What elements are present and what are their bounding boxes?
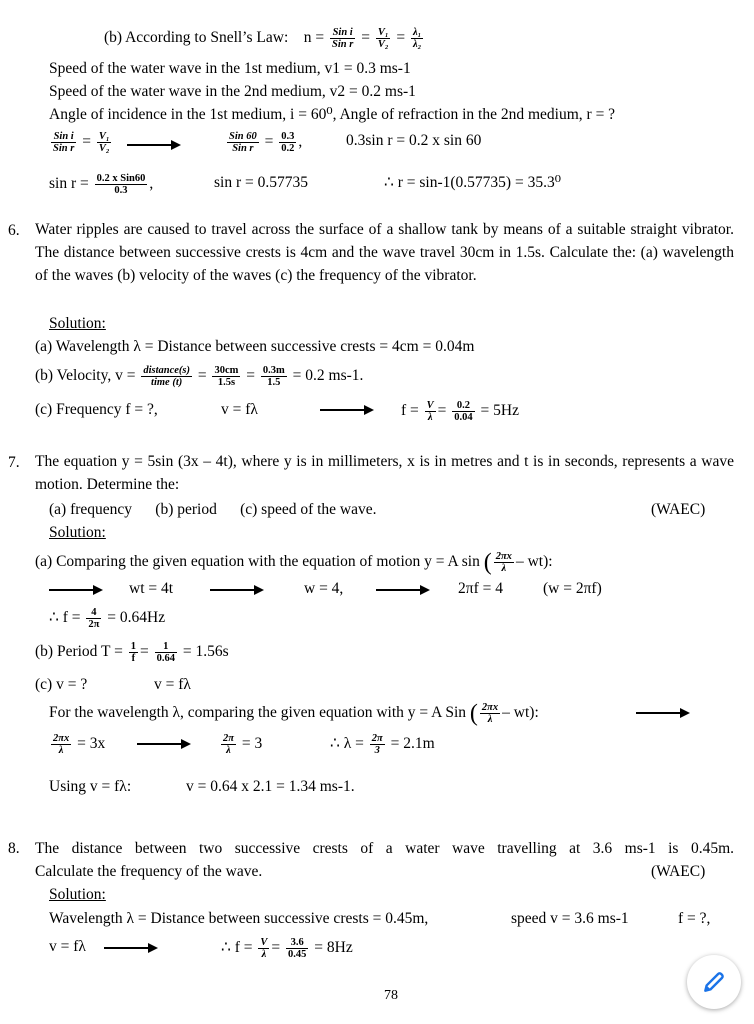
fraction-30cm: $\frac{30cm}{1.5s}$ [214,365,239,388]
q7-using: Using v = fλ: [49,778,132,795]
q8-line2: Calculate the frequency of the wave. [35,863,263,880]
fraction-4-2pi: $\frac{4}{2\pi}$ [88,607,100,630]
fraction-2pix-lambda: $\frac{2\pi x}{\lambda}$ [495,551,512,574]
fraction-1-f: $\frac{1}{f}$ [130,641,136,664]
arrow-icon [320,405,374,415]
q8-freq: ∴ f = $\frac{V}{\lambda}$ = $\frac{3.6}{0.45}$ = 8Hz [221,937,353,960]
q7-eq3x: $\frac{2\pi x}{\lambda}$ = 3x [53,733,106,756]
eq1-line: 0.3sin r = 0.2 x sin 60 [346,132,482,149]
fraction-v-lambda: $\frac{V}{\lambda}$ [426,400,434,423]
arrow-icon [104,943,158,953]
fraction-v1-v2: $\frac{\text{V₁}}{\text{V₂}}$ [377,27,389,50]
fraction-2pi-3: $\frac{2\pi}{3}$ [371,733,383,756]
q7-eq3: $\frac{2\pi}{\lambda}$ = 3 [223,733,263,756]
edit-button[interactable] [687,955,741,1009]
fraction-2pi-lambda: $\frac{2\pi}{\lambda}$ [223,733,234,756]
n-equals: n = [303,29,325,47]
speed-line-1: Speed of the water wave in the 1st medium, v1 = 0.3 ms-1 [49,60,411,77]
q7-v-result: v = 0.64 x 2.1 = 1.34 ms-1. [186,778,355,795]
q7-number: 7. [8,454,20,471]
q8-number: 8. [8,840,20,857]
q8-line1: The distance between two successive crests of a water wave travelling at 3.6 ms-1 is 0.45m. [35,840,734,857]
q8-wavelength: Wavelength λ = Distance between successive crests = 0.45m, [49,910,429,927]
fraction-sini-sinr-2: Sin i Sin r [53,131,75,154]
fraction-36-045: $\frac{3.6}{0.45}$ [288,937,307,960]
sinr-value: sin r = 0.57735 [214,174,308,191]
q7-wdef: (w = 2πf) [543,580,602,597]
q7-text: The equation y = 5sin (3x – 4t), where y is in millimeters, x is in metres and t is in seconds, represents a wave motion. Determine the: [35,453,734,493]
speed-line-2: Speed of the water wave in the 2nd medium, v2 = 0.2 ms-1 [49,83,416,100]
q7-waec: (WAEC) [651,501,706,518]
fraction-distance-time: distance(s) time (t) [143,365,190,388]
r-result: ∴ r = sin-1(0.57735) = 35.3⁰ [384,174,561,191]
q6-c-freq: f = $\frac{V}{\lambda}$ = $\frac{0.2}{0.04}$ = 5Hz [401,400,519,423]
fraction-02-004: $\frac{0.2}{0.04}$ [454,400,473,423]
q6-b: (b) Velocity, v = distance(s) time (t) = $\frac{30cm}{1.5s}$ = $\frac{0.3m}{1.5}$ = 0.2 ms-1. [35,365,364,388]
fraction-sin60-sinr: Sin 60 Sin r [229,131,257,154]
fraction-sinr: 0.2 x Sin60 0.3 [96,173,146,196]
page-number: 78 [384,988,398,1003]
q7-c-vfl: v = fλ [154,676,191,693]
q7-a-line: (a) Comparing the given equation with the equation of motion y = A sin ( $\frac{2\pi x}{\lambda}$ – wt): [35,549,553,576]
q8-vfl: v = fλ [49,938,86,955]
fraction-v-lambda-2: $\frac{V}{\lambda}$ [260,937,268,960]
q6-solution: Solution: [49,315,106,332]
arrow-icon [49,585,103,595]
q7-wl-line: For the wavelength λ, comparing the given equation with y = A Sin ( $\frac{2\pi x}{\lambda}$ – wt): [49,700,539,727]
arrow-icon [137,739,191,749]
q7-solution: Solution: [49,524,106,541]
fraction-l1-l2: $\frac{\text{λ₁}}{\text{λ₂}}$ [412,27,422,50]
arrow-icon [636,708,690,718]
arrow-icon [210,585,264,595]
q7-c-pre: (c) v = ? [35,676,88,693]
snell-heading-line: (b) According to Snell’s Law: n = Sin i Sin r = $\frac{\text{V₁}}{\text{V₂}}$ = $\frac{\text{λ₁}}{\text{λ₂}}$ [104,27,422,50]
q8-waec: (WAEC) [651,863,706,880]
q7-2pif: 2πf = 4 [458,580,503,597]
arrow-icon [127,140,181,150]
fraction-2pix-lambda-3: $\frac{2\pi x}{\lambda}$ [53,733,70,756]
q6-c-vfl: v = fλ [221,401,258,418]
q7-w4: w = 4, [304,580,344,597]
q7-freq: ∴ f = $\frac{4}{2\pi}$ = 0.64Hz [49,607,166,630]
q6-c-pre: (c) Frequency f = ?, [35,401,158,418]
snell-sub-line: Sin 60 Sin r = $\frac{0.3}{0.2}$ , [229,131,303,154]
q8-solution: Solution: [49,886,106,903]
q7-lambda: ∴ λ = $\frac{2\pi}{3}$ = 2.1m [330,733,435,756]
angles-line: Angle of incidence in the 1st medium, i = 60⁰, Angle of refraction in the 2nd medium, r = ? [49,106,616,123]
fraction-v1-v2-2: $\frac{\text{V₁}}{\text{V₂}}$ [98,131,110,154]
q6-a: (a) Wavelength λ = Distance between successive crests = 4cm = 0.04m [35,338,475,355]
arrow-icon [376,585,430,595]
q7-parts: (a) frequency (b) period (c) speed of the wave. [49,501,377,518]
fraction-03-02: $\frac{0.3}{0.2}$ [281,131,295,154]
snell-heading: (b) According to Snell’s Law: [104,29,289,47]
fraction-sini-sinr: Sin i Sin r [332,27,354,50]
q8-fq: f = ?, [678,910,711,927]
q8-speed: speed v = 3.6 ms-1 [511,910,629,927]
q6-text: Water ripples are caused to travel across the surface of a shallow tank by means of a suitable straight vibrator. The distance between successive crests is 4cm and the wave travel 30cm in 1.5s. Calculate the: (a) wavelength of the waves (b) velocity of the waves (c) the frequency of the vibrator. [35,221,734,284]
q7-period: (b) Period T = $\frac{1}{f}$ = $\frac{1}{0.64}$ = 1.56s [35,641,229,664]
q7-wt4: wt = 4t [129,580,174,597]
sinr-line: sin r = 0.2 x Sin60 0.3 , [49,173,154,196]
fraction-1-064: $\frac{1}{0.64}$ [156,641,175,664]
q6-number: 6. [8,222,20,239]
snell-ratio-line: Sin i Sin r = $\frac{\text{V₁}}{\text{V₂}}$ [53,131,110,154]
fraction-03m: $\frac{0.3m}{1.5}$ [262,365,285,388]
fraction-2pix-lambda-2: $\frac{2\pi x}{\lambda}$ [481,702,499,725]
pencil-icon [701,969,727,995]
